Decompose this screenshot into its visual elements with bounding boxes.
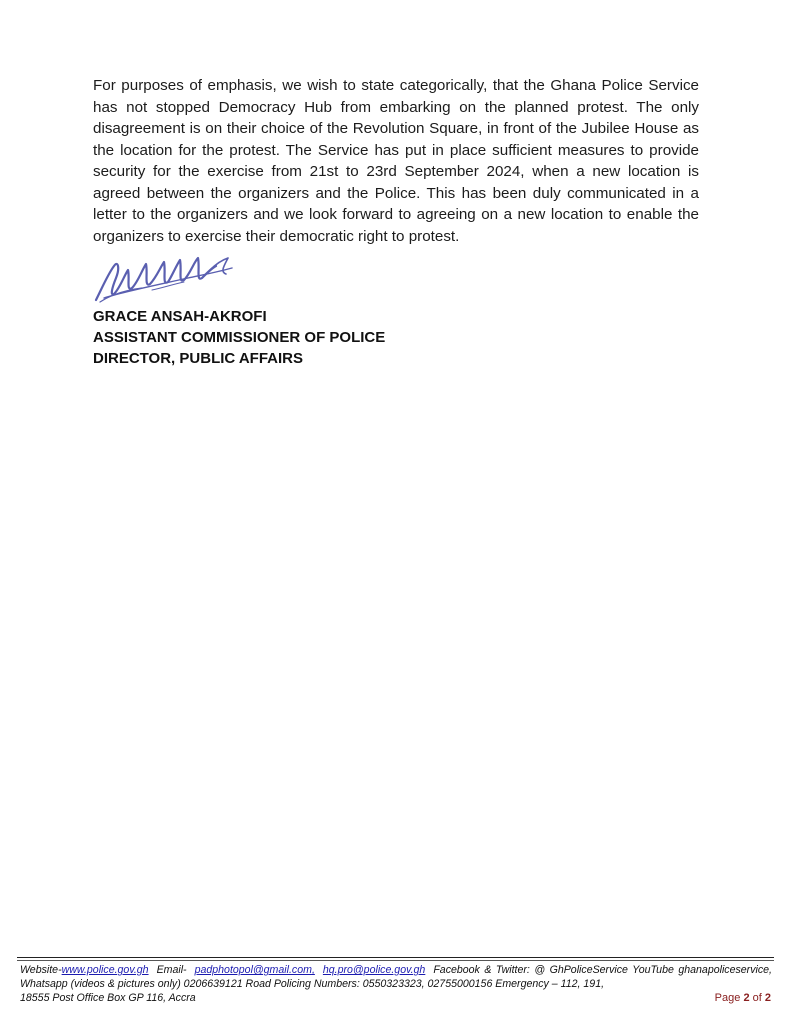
website-link[interactable]: www.police.gov.gh <box>61 964 149 976</box>
footer-address: 18555 Post Office Box GP 116, Accra <box>20 992 196 1004</box>
signatory-rank: ASSISTANT COMMISSIONER OF POLICE <box>93 329 386 346</box>
email-link-2[interactable]: hq.pro@police.gov.gh <box>322 964 426 976</box>
footer-divider <box>17 957 774 958</box>
social-contacts: Facebook & Twitter: @ GhPoliceService YouTube ghanapoliceservice, Whatsapp (videos & pictures only) 0206639121 Road Policing Numbers: 0550323323, 02755000156 Emergency – 112, 191, <box>20 964 772 990</box>
footer-divider-secondary <box>17 960 774 961</box>
page-total: 2 <box>764 992 771 1004</box>
email-link-1[interactable]: padphotopol@gmail.com, <box>194 964 315 976</box>
footer-contacts <box>20 963 772 991</box>
page-current: 2 <box>743 992 750 1004</box>
footer-address-line <box>20 991 772 1005</box>
page-number <box>715 991 771 1005</box>
signatory-block <box>93 306 385 369</box>
signatory-title: DIRECTOR, PUBLIC AFFAIRS <box>93 350 304 367</box>
handwritten-signature <box>92 248 242 306</box>
body-paragraph: For purposes of emphasis, we wish to state categorically, that the Ghana Police Service has not stopped Democracy Hub from embarking on the planned protest. The only disagreement is on their choice of the Revolution Square, in front of the Jubilee House as the location for the protest. The Service has put in place sufficient measures to provide security for the exercise from 21st to 23rd September 2024, when a new location is agreed between the organizers and the Police. This has been duly communicated in a letter to the organizers and we look forward to agreeing on a new location to enable the organizers to exercise their democratic right to protest. <box>93 77 699 245</box>
page-of: of <box>752 992 762 1004</box>
page-label: Page <box>714 992 741 1004</box>
signatory-name: GRACE ANSAH-AKROFI <box>93 308 267 325</box>
website-label: Website- <box>20 964 62 976</box>
email-label: Email- <box>156 964 187 976</box>
